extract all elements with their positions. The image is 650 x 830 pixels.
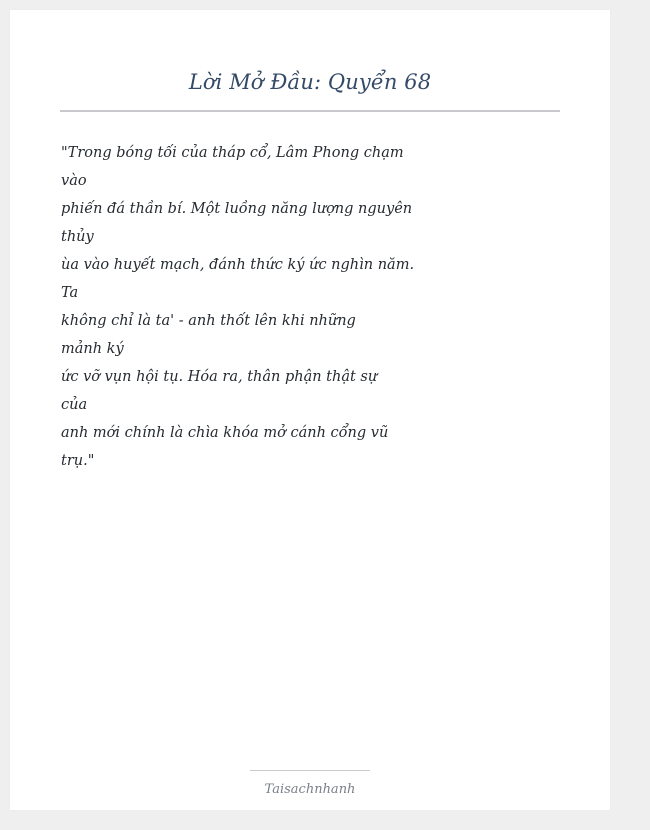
body-line: mảnh ký [61, 341, 124, 357]
title-divider [60, 110, 560, 112]
body-line: "Trong bóng tối của tháp cổ, Lâm Phong chạm [61, 145, 404, 161]
body-line: ức vỡ vụn hội tụ. Hóa ra, thân phận thật sự [61, 369, 378, 385]
body-line: Ta [61, 285, 79, 301]
body-line: thủy [61, 229, 94, 245]
body-line: không chỉ là ta' - anh thốt lên khi những [61, 313, 356, 329]
body-line: anh mới chính là chìa khóa mở cánh cổng vũ [61, 425, 389, 441]
body-paragraph [61, 139, 415, 475]
footer-credit: Taisachnhanh [264, 782, 356, 797]
footer-divider [250, 770, 370, 771]
body-line: trụ." [61, 453, 95, 469]
body-line: của [61, 397, 88, 413]
document-page [10, 10, 610, 810]
body-line: ùa vào huyết mạch, đánh thức ký ức nghìn năm. [61, 257, 415, 273]
body-line: vào [61, 173, 87, 189]
body-line: phiến đá thần bí. Một luồng năng lượng nguyên [61, 201, 413, 217]
page-title: Lời Mở Đầu: Quyển 68 [188, 70, 432, 94]
